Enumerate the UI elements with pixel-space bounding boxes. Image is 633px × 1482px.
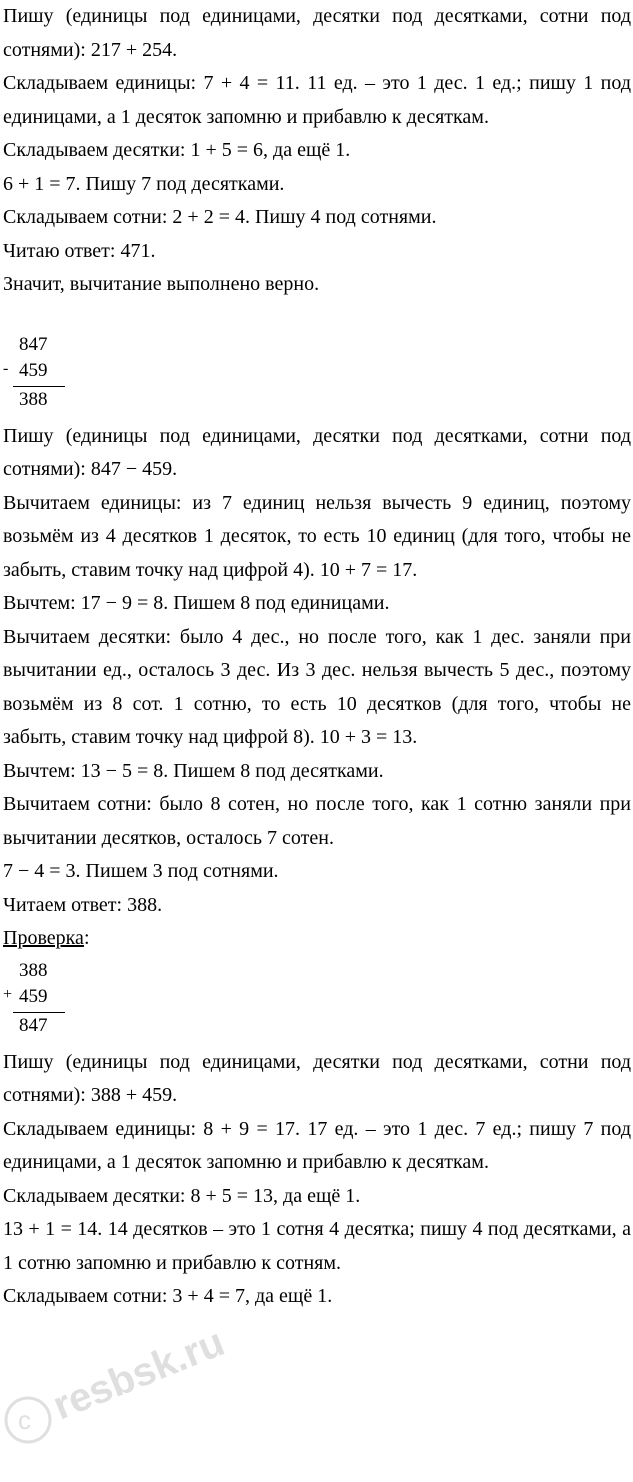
paragraph: Складываем единицы: 8 + 9 = 17. 17 ед. – это 1 дес. 7 ед.; пишу 7 под единицами, а 1 десяток запомню и прибавлю к десяткам. [3, 1117, 631, 1173]
addend-1: 388 [19, 959, 48, 981]
result-line [13, 386, 65, 387]
column-addition [3, 960, 631, 1042]
paragraph: Пишу (единицы под единицами, десятки под десятками, сотни под сотнями): 388 + 459. [3, 1050, 631, 1106]
paragraph: Пишу (единицы под единицами, десятки под десятками, сотни под сотнями): 217 + 254. [3, 5, 631, 61]
paragraph: Читаю ответ: 471. [3, 239, 156, 262]
paragraph: Вычитаем единицы: из 7 единиц нельзя вычесть 9 единиц, поэтому возьмём из 4 десятков 1 десяток, то есть 10 единиц (для того, чтобы не забыть, ставим точку над цифрой 4). 10 + 7 = 17. [3, 491, 631, 581]
minuend: 847 [19, 333, 48, 355]
paragraph: Складываем сотни: 2 + 2 = 4. Пишу 4 под сотнями. [3, 206, 437, 228]
minus-sign: - [3, 359, 9, 377]
paragraph: 13 + 1 = 14. 14 десятков – это 1 сотня 4 десятка; пишу 4 под десятками, а 1 сотню запомню и прибавлю к сотням. [3, 1218, 631, 1274]
solution-document [3, 0, 631, 1314]
sum: 847 [19, 1014, 48, 1036]
paragraph: Складываем десятки: 1 + 5 = 6, да ещё 1. [3, 139, 351, 161]
check-label: Проверка [3, 927, 84, 949]
paragraph: Вычтем: 13 − 5 = 8. Пишем 8 под десятками. [3, 759, 384, 782]
plus-sign: + [3, 985, 13, 1003]
column-subtraction [3, 334, 631, 416]
paragraph: 6 + 1 = 7. Пишу 7 под десятками. [3, 172, 285, 195]
subtraction-explanation [3, 420, 631, 956]
paragraph: Вычитаем сотни: было 8 сотен, но после того, как 1 сотню заняли при вычитании десятков, осталось 7 сотен. [3, 793, 631, 849]
watermark-text: resbsk.ru [46, 1320, 231, 1429]
check-explanation [3, 1046, 631, 1314]
watermark-logo [0, 1300, 260, 1450]
paragraph: Значит, вычитание выполнено верно. [3, 273, 320, 295]
paragraph: 7 − 4 = 3. Пишем 3 под сотнями. [3, 860, 279, 882]
paragraph: Читаем ответ: 388. [3, 893, 163, 916]
subtrahend: 459 [19, 359, 48, 381]
check-heading [3, 922, 631, 956]
paragraph: Пишу (единицы под единицами, десятки под десятками, сотни под сотнями): 847 − 459. [3, 424, 631, 480]
addition-explanation [3, 0, 631, 302]
paragraph: Вычитаем десятки: было 4 дес., но после того, как 1 дес. заняли при вычитании ед., осталось 3 дес. Из 3 дес. нельзя вычесть 5 дес., поэтому возьмём из 8 сот. 1 сотню, то есть 10 десятков (для того, чтобы не забыть, ставим точку над цифрой 8). 10 + 3 = 13. [3, 625, 631, 748]
check-colon: : [83, 927, 90, 949]
paragraph: Вычтем: 17 − 9 = 8. Пишем 8 под единицами. [3, 592, 390, 614]
paragraph: Складываем десятки: 8 + 5 = 13, да ещё 1. [3, 1184, 361, 1207]
paragraph: Складываем сотни: 3 + 4 = 7, да ещё 1. [3, 1285, 333, 1307]
difference: 388 [19, 388, 48, 410]
paragraph: Складываем единицы: 7 + 4 = 11. 11 ед. – это 1 дес. 1 ед.; пишу 1 под единицами, а 1 десяток запомню и прибавлю к десяткам. [3, 72, 631, 128]
addend-2: 459 [19, 985, 48, 1007]
watermark-copyright-icon: c [18, 1405, 31, 1435]
result-line [13, 1012, 65, 1013]
